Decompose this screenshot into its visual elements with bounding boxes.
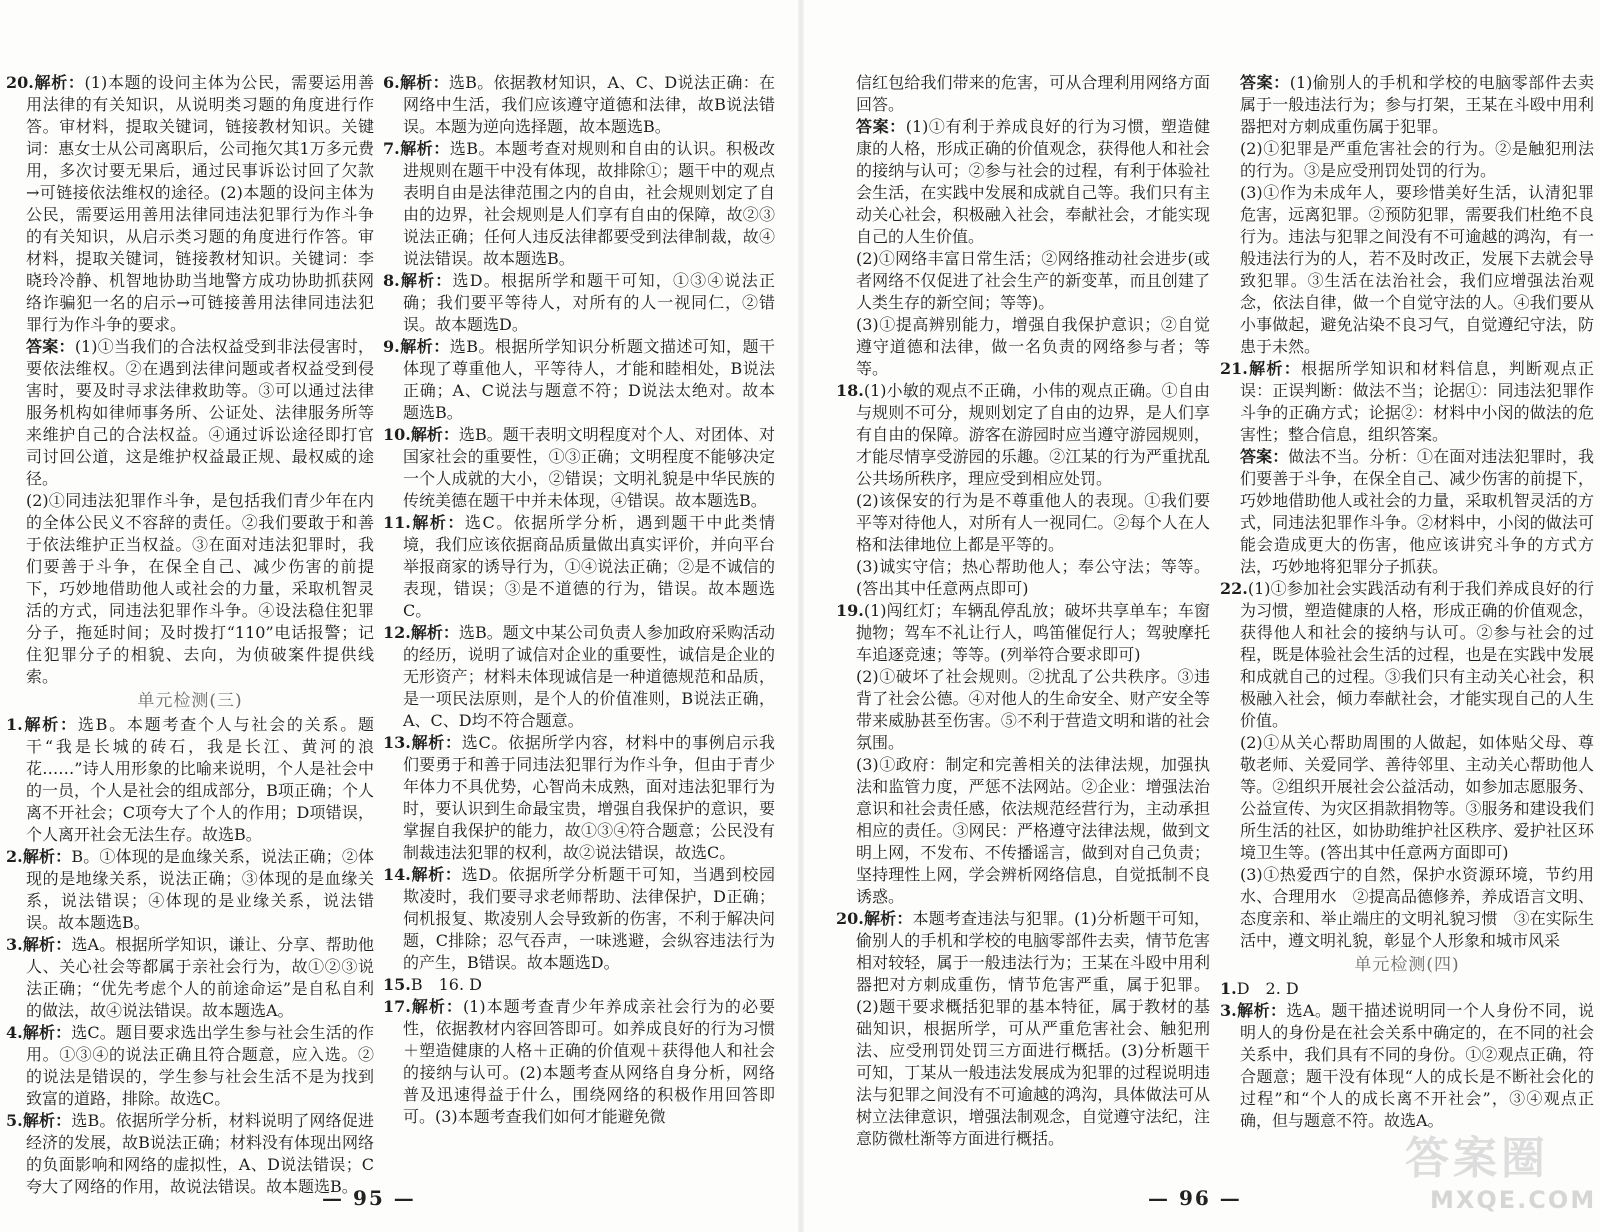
answer-item-5 [6, 1110, 374, 1198]
answer-paragraph [836, 490, 1210, 556]
answer-paragraph [836, 754, 1210, 908]
item-number: 1. [1220, 979, 1237, 998]
item-number: 11. [383, 513, 411, 532]
page-number-95: — 95 — [322, 1186, 416, 1210]
answer-label: 答案： [856, 117, 906, 136]
item-number: 10. [383, 425, 411, 444]
answer-paragraph [1220, 864, 1594, 952]
paragraph-text: (1)偷别人的手机和学校的电脑零部件去卖属于一般违法行为；参与打架，王某在斗殴中用利器把对方刺成重伤属于犯罪。 [1240, 73, 1594, 136]
item-number: 7. [383, 139, 400, 158]
answer-item-2 [6, 846, 374, 934]
answer-item-10 [383, 424, 775, 512]
analysis-label: 解析： [410, 733, 462, 752]
section-heading: 单元检测(四) [1354, 955, 1460, 975]
item-number: 3. [1220, 1001, 1237, 1020]
answer-item-18 [836, 380, 1210, 490]
page-95-right-column [383, 72, 775, 1184]
answer-item-8 [383, 270, 775, 336]
answer-item-7 [383, 138, 775, 270]
answer-paragraph [836, 556, 1210, 600]
item-text: 选C。题目要求选出学生参与社会生活的作用。①③④的说法正确且符合题意，应入选。②的说法是错误的，学生参与社会生活不是为找到致富的道路，排除。故选C。 [26, 1023, 374, 1108]
item-number: 12. [383, 623, 411, 642]
analysis-label: 解析： [399, 73, 449, 92]
paragraph-text: (3)诚实守信；热心帮助他人；奉公守法；等等。(答出其中任意两点即可) [856, 557, 1210, 598]
item-text: (1)本题的设问主体为公民，需要运用善用法律的有关知识，从说明类习题的角度进行作答。审材料，提取关键词，链接教材知识。关键词：惠女士从公司离职后，公司拖欠其1万多元费用，多次讨要无果后，通过民事诉讼讨回了欠款→可链接依法维权的途径。(2)本题的设问主体为公民，需要运用善用法律同违法犯罪行为作斗争的有关知识，从启示类习题的角度进行作答。审材料，提取关键词，链接教材知识。关键词：李晓玲冷静、机智地协助当地警方成功协助抓获网络诈骗犯一名的启示→可链接善用法律同违法犯罪行为作斗争的要求。 [26, 73, 374, 334]
answer-item-4 [6, 1022, 374, 1110]
page-number-96: — 96 — [1148, 1186, 1242, 1210]
answer-item-19 [836, 600, 1210, 666]
analysis-label: 解析： [22, 715, 78, 734]
answer-item-3 [1220, 1000, 1594, 1132]
analysis-label: 解析： [399, 271, 453, 290]
item-text: 本题考查违法与犯罪。(1)分析题干可知，偷别人的手机和学校的电脑零部件去卖，情节危害相对较轻，属于一般违法行为；王某在斗殴中用利器把对方刺成重伤，情节危害严重，属于犯罪。(2)题干要求概括犯罪的基本特征，属于教材的基础知识，根据所学，可从严重危害社会、触犯刑法、应受刑罚处罚三方面进行概括。(3)分析题干可知，丁某从一般违法发展成为犯罪的过程说明违法与犯罪之间没有不可逾越的鸿沟，具体做法可从树立法律意识，增强法制观念，自觉遵守法纪，注意防微杜渐等方面进行概括。 [856, 909, 1210, 1148]
answer-item-13 [383, 732, 775, 864]
answer-paragraph [1220, 72, 1594, 138]
item-text: 选D。依据所学分析题干可知，当遇到校园欺凌时，我们要寻求老师帮助、法律保护，D正确；伺机报复、欺凌别人会导致新的伤害，不利于解决问题，C排除；忍气吞声，一味逃避，会纵容违法行为的产生，B错误。故本题选D。 [403, 865, 775, 972]
answer-paragraph [1220, 138, 1594, 182]
page-96-right-column [1220, 72, 1594, 1184]
item-number: 13. [383, 733, 411, 752]
analysis-label: 解析： [1247, 359, 1302, 378]
answer-paragraph [1220, 446, 1594, 578]
answer-paragraph [836, 248, 1210, 314]
analysis-label: 解析： [399, 139, 450, 158]
answer-paragraph [836, 314, 1210, 380]
analysis-label: 解析： [410, 513, 465, 532]
watermark-logo: 答案圈 [1405, 1133, 1549, 1184]
item-number: 1. [6, 715, 23, 734]
answer-item-20 [6, 72, 374, 336]
item-number: 19. [836, 601, 864, 620]
answer-paragraph [1220, 732, 1594, 864]
item-number: 18. [836, 381, 864, 400]
paragraph-text: (3)①热爱西宁的自然，保护水资源环境，节约用水、合理用水 ②提高品德修养，养成语言文明、态度亲和、举止端庄的文明礼貌习惯 ③在实际生活中，遵文明礼貌，彰显个人形象和城市风采 [1240, 865, 1594, 950]
paragraph-text: 做法不当。分析：①在面对违法犯罪时，我们要善于斗争，在保全自己、减少伤害的前提下，巧妙地借助他人或社会的力量，采取机智灵活的方式，同违法犯罪作斗争。②材料中，小闵的做法可能会造成更大的伤害，他应该讲究斗争的方式方法，巧妙地将犯罪分子抓获。 [1240, 447, 1594, 576]
analysis-label: 解析： [399, 337, 450, 356]
item-text: (1)本题考查青少年养成亲社会行为的必要性，依据教材内容回答即可。如养成良好的行为习惯＋塑造健康的人格＋正确的价值观＋获得他人和社会的接纳与认可。(2)本题考查从网络自身分析，网络普及迅速得益于什么，围绕网络的积极作用回答即可。(3)本题考查我们如何才能避免微 [403, 997, 775, 1126]
answer-paragraph [836, 116, 1210, 248]
section-heading: 单元检测(三) [137, 691, 243, 711]
answer-item-22 [1220, 578, 1594, 732]
answer-item-14 [383, 864, 775, 974]
item-number: 20. [836, 909, 864, 928]
item-number: 2. [6, 847, 23, 866]
paragraph-text: (2)该保安的行为是不尊重他人的表现。①我们要平等对待他人，对所有人一视同仁。②每个人在人格和法律地位上都是平等的。 [856, 491, 1210, 554]
paragraph-text: (1)①有利于养成良好的行为习惯，塑造健康的人格，形成正确的价值观念，获得他人和社会的接纳与认可；②参与社会的过程，有利于体验社会生活，在实践中发展和成就自己等。我们只有主动关心社会，积极融入社会，奉献社会，才能实现自己的人生价值。 [856, 117, 1210, 246]
answer-item-11 [383, 512, 775, 622]
item-text: B 16. D [410, 975, 482, 994]
item-text: 选B。根据所学知识分析题文描述可知，题干体现了尊重他人，平等待人，才能和睦相处，B说法正确；A、C说法与题意不符；D说法太绝对。故本题选B。 [403, 337, 775, 422]
paragraph-text: (3)①作为未成年人，要珍惜美好生活，认清犯罪危害，远离犯罪。②预防犯罪，需要我们杜绝不良行为。违法与犯罪之间没有不可逾越的鸿沟，有一般违法行为的人，若不及时改正，发展下去就会导致犯罪。③生活在法治社会，我们应增强法治观念，依法自律，做一个自觉守法的人。④我们要从小事做起，避免沾染不良习气，自觉遵纪守法，防患于未然。 [1240, 183, 1594, 356]
answer-paragraph [6, 490, 374, 688]
item-text: 选A。题干描述说明同一个人身份不同，说明人的身份是在社会关系中确定的，在不同的社会关系中，我们具有不同的身份。①②观点正确，符合题意；题干没有体现“人的成长是不断社会化的过程”和“个人的成长离不开社会”，③④观点正确，但与题意不符。故选A。 [1240, 1001, 1594, 1130]
item-text: 选A。根据所学知识，谦让、分享、帮助他人、关心社会等都属于亲社会行为，故①②③说法正确；“优先考虑个人的前途命运”是自私自利的做法，故④说法错误。故本题选A。 [26, 935, 374, 1020]
answer-paragraph [6, 336, 374, 490]
paragraph-text: (2)①同违法犯罪作斗争，是包括我们青少年在内的全体公民义不容辞的责任。②我们要敢于和善于依法维护正当权益。③在面对违法犯罪时，我们要善于斗争，在保全自己、减少伤害的前提下，巧妙地借助他人或社会的力量，采取机智灵活的方式，同违法犯罪作斗争。④设法稳住犯罪分子，拖延时间；及时拨打“110”电话报警；记住犯罪分子的相貌、去向，为侦破案件提供线索。 [26, 491, 374, 686]
page-95-left-column [6, 72, 374, 1196]
analysis-label: 解析： [410, 425, 459, 444]
item-text: (1)闯红灯；车辆乱停乱放；破坏共享单车；车窗抛物；驾车不礼让行人，鸣笛催促行人；驾驶摩托车追逐竞速；等等。(列举符合要求即可) [856, 601, 1210, 664]
item-number: 14. [383, 865, 411, 884]
answer-paragraph [836, 72, 1210, 116]
answer-item-1 [6, 714, 374, 846]
answer-item-21 [1220, 358, 1594, 446]
watermark-site: MXQE.COM [1430, 1186, 1597, 1214]
item-text: B。①体现的是血缘关系，说法正确；②体现的是地缘关系，说法正确；③体现的是血缘关系，说法错误；④体现的是业缘关系，说法错误。故本题选B。 [26, 847, 374, 932]
answer-item-1-2 [1220, 978, 1594, 1000]
analysis-label: 解析： [22, 847, 72, 866]
item-number: 17. [383, 997, 411, 1016]
answer-item-15-16 [383, 974, 775, 996]
answer-item-9 [383, 336, 775, 424]
item-text: (1)小敏的观点不正确，小伟的观点正确。①自由与规则不可分，规则划定了自由的边界，是人们享有自由的保障。游客在游园时应当遵守游园规则，才能尽情享受游园的乐趣。②江某的行为严重扰乱公共场所秩序，理应受到相应处罚。 [856, 381, 1210, 488]
item-text: 选B。依据所学分析，材料说明了网络促进经济的发展，故B说法正确；材料没有体现出网络的负面影响和网络的虚拟性，A、D说法错误；C夸大了网络的作用，故说法错误。故本题选B。 [26, 1111, 374, 1196]
binding-gutter [798, 0, 804, 1232]
answer-paragraph [1220, 182, 1594, 358]
item-text: 选B。题文中某公司负责人参加政府采购活动的经历，说明了诚信对企业的重要性，诚信是企业的无形资产；材料未体现诚信是一种道德规范和品质，是一项民法原则，是个人的价值准则，B说法正确，A、C、D均不符合题意。 [403, 623, 775, 730]
paragraph-text: (1)①当我们的合法权益受到非法侵害时，要依法维权。②在遇到法律问题或者权益受到侵害时，要及时寻求法律救助等。③可以通过法律服务机构如律师事务所、公证处、法律服务所等来维护自己的合法权益。④通过诉讼途径即打官司讨回公道，这是维护权益最正规、最权威的途径。 [26, 337, 374, 488]
page-96-left-column [836, 72, 1210, 1184]
answer-paragraph [836, 666, 1210, 754]
item-number: 5. [6, 1111, 23, 1130]
answer-item-12 [383, 622, 775, 732]
paragraph-text: (3)①提高辨别能力，增强自我保护意识；②自觉遵守道德和法律，做一名负责的网络参与者；等等。 [856, 315, 1210, 378]
analysis-label: 解析： [1236, 1001, 1287, 1020]
item-text: 根据所学知识和材料信息，判断观点正误：正误判断：做法不当；论据①：同违法犯罪作斗争的正确方式；论据②：材料中小闵的做法的危害性；整合信息，组织答案。 [1240, 359, 1594, 444]
answer-item-20 [836, 908, 1210, 1150]
analysis-label: 解析： [33, 73, 85, 92]
answer-item-3 [6, 934, 374, 1022]
analysis-label: 解析： [22, 1023, 72, 1042]
paragraph-text: (2)①网络丰富日常生活；②网络推动社会进步(或者网络不仅促进了社会生产的新变革，而且创建了人类生存的新空间；等等)。 [856, 249, 1210, 312]
paragraph-text: 信红包给我们带来的危害，可从合理利用网络方面回答。 [856, 73, 1210, 114]
analysis-label: 解析： [410, 623, 459, 642]
item-text: 选B。依据教材知识，A、C、D说法正确：在网络中生活，我们应该遵守道德和法律，故B说法错误。本题为逆向选择题，故本题选B。 [403, 73, 775, 136]
item-text: 选C。依据所学分析，遇到题干中此类情境，我们应该依据商品质量做出真实评价，并向平台举报商家的诱导行为，①④说法正确；②是不诚信的表现，错误；③是不道德的行为，错误。故本题选C。 [403, 513, 775, 620]
item-text: 选D。根据所学和题干可知，①③④说法正确；我们要平等待人，对所有的人一视同仁，②错误。故本题选D。 [403, 271, 775, 334]
item-text: 选C。依据所学内容，材料中的事例启示我们要勇于和善于同违法犯罪行为作斗争，但由于青少年体力不具优势，心智尚未成熟，面对违法犯罪行为时，要认识到生命最宝贵，增强自我保护的意识，要掌握自我保护的能力，故①③④符合题意；公民没有制裁违法犯罪的权利，故②说法错误，故选C。 [403, 733, 775, 862]
paragraph-text: (2)①从关心帮助周围的人做起，如体贴父母、尊敬老师、关爱同学、善待邻里、主动关心帮助他人等。②组织开展社会公益活动，如参加志愿服务、公益宣传、为灾区捐款捐物等。③服务和建设我们所生活的社区，如协助维护社区秩序、爱护社区环境卫生等。(答出其中任意两方面即可) [1240, 733, 1594, 862]
item-text: 选B。本题考查对规则和自由的认识。积极改进规则在题干中没有体现，故排除①；题干中的观点表明自由是法律范围之内的自由，社会规则划定了自由的边界，社会规则是人们享有自由的保障，故②③说法正确；任何人违反法律都要受到法律制裁，故④说法错误。故本题选B。 [403, 139, 775, 268]
item-number: 9. [383, 337, 400, 356]
item-number: 4. [6, 1023, 23, 1042]
answer-label: 答案： [26, 337, 75, 356]
item-number: 21. [1220, 359, 1248, 378]
analysis-label: 解析： [410, 997, 463, 1016]
item-text: 选B。本题考查个人与社会的关系。题干“我是长城的砖石，我是长江、黄河的浪花……”诗人用形象的比喻来说明，个人是社会中的一员，个人是社会的组成部分，B项正确；个人离不开社会；C项夸大了个人的作用；D项错误，个人离开社会无法生存。故选B。 [26, 715, 374, 844]
paragraph-text: (2)①破坏了社会规则。②扰乱了公共秩序。③违背了社会公德。④对他人的生命安全、财产安全等带来威胁甚至伤害。⑤不利于营造文明和谐的社会氛围。 [856, 667, 1210, 752]
item-text: 选B。题干表明文明程度对个人、对团体、对国家社会的重要性，①③正确；文明程度不能够决定一个人成就的大小，②错误；文明礼貌是中华民族的传统美德在题干中并未体现，④错误。故本题选B。 [403, 425, 775, 510]
item-number: 3. [6, 935, 23, 954]
paragraph-text: (2)①犯罪是严重危害社会的行为。②是触犯刑法的行为。③是应受刑罚处罚的行为。 [1240, 139, 1594, 180]
item-text: D 2. D [1236, 979, 1299, 998]
paragraph-text: (3)①政府：制定和完善相关的法律法规，加强执法和监管力度，严惩不法网站。②企业：增强法治意识和社会责任感，依法规范经营行为，主动承担相应的责任。③网民：严格遵守法律法规，做到文明上网，不发布、不传播谣言，做到对自己负责；坚持理性上网，学会辨析网络信息，自觉抵制不良诱惑。 [856, 755, 1210, 906]
analysis-label: 解析： [22, 935, 72, 954]
item-number: 8. [383, 271, 400, 290]
answer-item-6 [383, 72, 775, 138]
item-number: 15. [383, 975, 411, 994]
item-text: (1)①参加社会实践活动有利于我们养成良好的行为习惯，塑造健康的人格，形成正确的价值观念，获得他人和社会的接纳与认可。②参与社会的过程，既是体验社会生活的过程，也是在实践中发展和成就自己的过程。③我们只有主动关心社会，积极融入社会，倾力奉献社会，才能实现自己的人生价值。 [1240, 579, 1594, 730]
answer-label: 答案： [1240, 73, 1290, 92]
answer-item-17 [383, 996, 775, 1128]
analysis-label: 解析： [22, 1111, 72, 1130]
item-number: 6. [383, 73, 400, 92]
answer-label: 答案： [1240, 447, 1289, 466]
analysis-label: 解析： [410, 865, 462, 884]
analysis-label: 解析： [863, 909, 913, 928]
item-number: 20. [6, 73, 34, 92]
item-number: 22. [1220, 579, 1248, 598]
